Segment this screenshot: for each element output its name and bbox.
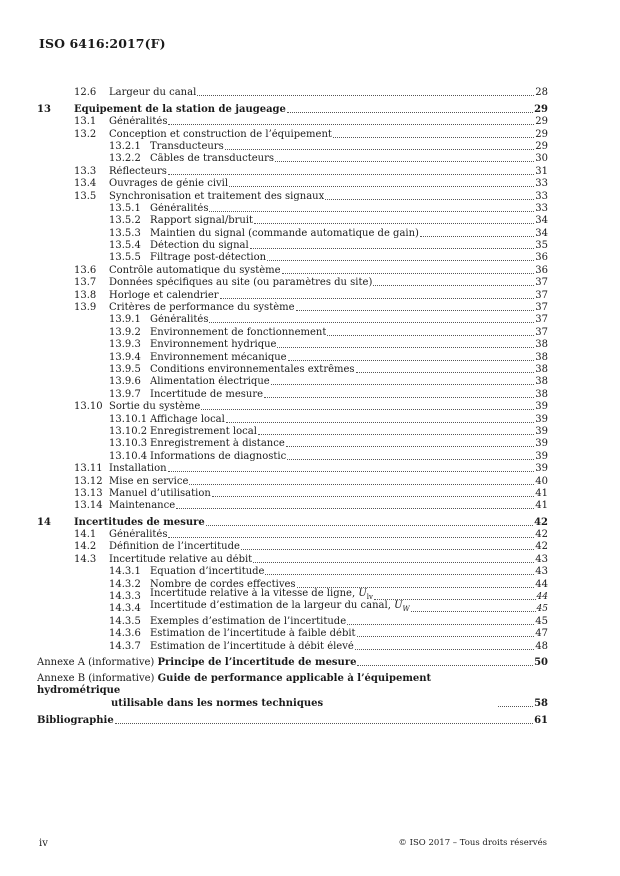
toc-entry-number: 14.3.3 [109,591,141,603]
toc-entry[interactable] [37,640,548,652]
toc-entry-page: 48 [535,640,548,652]
toc-entry-number: 14.3.7 [109,640,141,652]
toc-entry-page: 31 [535,165,548,177]
toc-entry-title [150,641,354,653]
toc-entry[interactable] [37,87,548,99]
toc-entry-page: 39 [535,438,548,450]
toc-entry-page: 39 [535,401,548,413]
toc-entry-number: 13.9.7 [109,388,141,400]
toc-entry-title-text: Affichage local [150,413,225,425]
toc-entry-page: 41 [535,487,548,499]
toc-entry-page: 37 [535,302,548,314]
toc-entry[interactable] [37,376,548,388]
toc-entry-number: 13.5.5 [109,252,141,264]
toc-entry[interactable] [37,190,548,202]
toc-entry-number: 13.4 [74,178,97,190]
toc-entry-title-text: Installation [109,463,167,475]
toc-entry-title [150,228,419,240]
toc-entry-title [150,141,224,153]
dot-leader [225,149,535,150]
toc-entry[interactable] [37,600,548,615]
toc-entry-number: 13.9.3 [109,339,141,351]
toc-entry-title-text: Environnement mécanique [150,351,287,363]
toc-entry-page: 33 [535,178,548,190]
toc-entry-title [150,376,270,388]
dot-leader [168,537,534,538]
toc-entry[interactable] [37,488,548,500]
toc-entry-page: 39 [535,463,548,475]
toc-entry-number: 14.3.5 [109,615,141,627]
toc-entry-number: 14.3.2 [109,578,141,590]
toc-entry-title-text: Contrôle automatique du système [109,264,281,276]
dot-leader [296,310,535,311]
toc-entry-title [109,116,167,128]
toc-entry-title-text: Rapport signal/bruit [150,215,254,227]
toc-entry-title-text: Bibliographie [37,714,114,726]
toc-entry-title-text: Critères de performance du système [109,302,295,314]
toc-entry-page: 37 [535,277,548,289]
dot-leader [168,124,534,125]
dot-leader [254,223,534,224]
toc-entry-title-text: Synchronisation et traitement des signaux [109,190,325,202]
toc-entry-page: 34 [535,227,548,239]
toc-entry-title-text: Câbles de transducteurs [150,153,275,165]
toc-entry-number: 13.9.2 [109,326,141,338]
toc-entry-title [150,566,264,578]
toc-entry[interactable] [37,566,548,578]
toc-entry-title [109,178,228,190]
toc-entry[interactable] [37,516,548,528]
toc-entry-title [74,517,205,529]
dot-leader [197,95,534,96]
dot-leader [206,525,533,526]
toc-entry-number: 14.2 [74,541,97,553]
toc-entry-page: 38 [535,351,548,363]
dot-leader [264,397,534,398]
dot-leader [411,611,536,612]
toc-entry-number: 13.5.1 [109,202,141,214]
toc-entry-number: 13.8 [74,289,97,301]
toc-entry-title-text: Réflecteurs [109,165,167,177]
math-subscript: W [402,605,410,614]
dot-leader [241,549,534,550]
toc-entry-number: 13.5.4 [109,240,141,252]
toc-entry-title [109,191,324,203]
toc-entry[interactable] [37,553,548,565]
toc-entry[interactable] [37,541,548,553]
toc-entry[interactable] [37,227,548,239]
toc-entry-page: 43 [535,553,548,565]
toc-entry[interactable] [37,628,548,640]
toc-entry-number: 13.9.1 [109,314,141,326]
toc-entry[interactable] [37,302,548,314]
toc-entry-title-continuation: utilisable dans les normes techniques [111,697,324,709]
toc-entry-page: 38 [535,376,548,388]
toc-entry-page: 43 [535,566,548,578]
toc-entry-page: 37 [535,314,548,326]
toc-entry-title [150,327,326,339]
toc-entry-number: 13.10 [74,401,103,413]
toc-entry-number: 13.7 [74,277,97,289]
dot-leader [277,347,534,348]
toc-entry-title-text: Incertitude relative à la vitesse de ligne, [150,588,359,600]
toc-annex-entry[interactable] [37,673,548,710]
toc-annex-entry[interactable] [37,714,548,726]
dot-leader [357,636,535,637]
toc-entry-title [150,426,257,438]
dot-leader [209,322,534,323]
toc-entry-title-text: Exemples d’estimation de l’incertitude [150,615,347,627]
dot-leader [327,335,534,336]
toc-entry-title [109,529,167,541]
toc-entry-page: 33 [535,202,548,214]
toc-entry-page: 38 [535,363,548,375]
toc-entry-page: 38 [535,388,548,400]
toc-entry-title [150,240,249,252]
toc-entry-title [150,153,274,165]
toc-entry-page: 36 [535,252,548,264]
toc-entry-title [150,364,355,376]
toc-entry-title-text: Informations de diagnostic [150,450,287,462]
toc-entry-title-text: Généralités [150,202,209,214]
toc-entry-number: 13.13 [74,487,103,499]
toc-entry-title [109,277,372,289]
toc-entry-title-text: Horloge et calendrier [109,289,219,301]
toc-entry-page: 61 [534,714,548,726]
toc-entry-number: 13.9 [74,302,97,314]
toc-entry[interactable] [37,326,548,338]
toc-entry-page: 29 [535,116,548,128]
toc-entry-title [109,476,188,488]
toc-entry-title [150,352,287,364]
toc-entry[interactable] [37,388,548,400]
toc-entry[interactable] [37,475,548,487]
toc-entry[interactable] [37,141,548,153]
dot-leader [226,422,534,423]
dot-leader [347,624,534,625]
toc-entry-title-text: Enregistrement local [150,425,257,437]
toc-entry-page: 39 [535,413,548,425]
toc-entry-title-text: Estimation de l’incertitude à débit élevé [150,640,354,652]
dot-leader [250,248,535,249]
toc-entry-page: 36 [535,264,548,276]
toc-entry-page: 58 [534,698,548,710]
toc-entry-number: 13.2 [74,128,97,140]
toc-entry-page: 42 [534,516,548,528]
annex-prefix: Annexe A (informative) [37,656,158,668]
toc-entry-title [109,488,211,500]
toc-entry[interactable] [37,153,548,165]
toc-entry-title-text: Détection du signal [150,240,249,252]
toc-entry-page: 42 [535,529,548,541]
toc-entry-title-text: Incertitude d’estimation de la largeur du canal, [150,600,395,612]
toc-entry-title [150,616,346,628]
toc-entry-number: 13.9.6 [109,376,141,388]
toc-entry-page: 42 [535,541,548,553]
toc-entry-number: 13.9.4 [109,351,141,363]
toc-entry-title-text: Données spécifiques au site (ou paramètres du site) [109,277,373,289]
toc-entry-number: 14.3 [74,553,97,565]
toc-entry-number: 14.3.1 [109,566,141,578]
dot-leader [201,409,534,410]
toc-entry-title-text: Enregistrement à distance [150,438,285,450]
toc-entry-page: 39 [535,425,548,437]
toc-entry-title [109,541,240,553]
dot-leader [282,273,535,274]
toc-entry[interactable] [37,314,548,326]
dot-leader [271,384,535,385]
dot-leader [212,496,534,497]
toc-entry-title-text: Conditions environnementales extrêmes [150,363,355,375]
toc-entry[interactable] [37,277,548,289]
toc-entry-number: 13.6 [74,264,97,276]
dot-leader [355,649,534,650]
toc-entry-page: 44 [535,578,548,590]
dot-leader [168,174,534,175]
toc-entry[interactable] [37,128,548,140]
toc-entry-number: 13.1 [74,116,97,128]
toc-entry-title-text: Estimation de l’incertitude à faible débit [150,628,356,640]
toc-entry-title [37,715,114,727]
dot-leader [258,434,534,435]
toc-entry-number: 13.10.2 [109,425,148,437]
dot-leader [275,161,534,162]
toc-entry-number: 13.10.4 [109,450,148,462]
dot-leader [115,723,533,724]
table-of-contents [37,87,548,727]
toc-entry-title [109,463,167,475]
toc-entry-title-text: Équipement de la station de jaugeage [74,103,286,115]
annex-prefix: Annexe B (informative) [37,672,158,684]
toc-entry[interactable] [37,178,548,190]
toc-entry-title-text: Définition de l’incertitude [109,541,240,553]
toc-entry-page: 41 [535,500,548,512]
document-header: ISO 6416:2017(F) [39,36,166,51]
toc-entry-title-text: Guide de performance applicable à l’équipement hydrométrique [37,672,432,697]
dot-leader [189,484,534,485]
dot-leader [267,260,534,261]
math-symbol: U [394,600,403,612]
toc-entry-number: 13.10.3 [109,438,148,450]
toc-entry-number: 13.5.3 [109,227,141,239]
toc-entry-number: 13.14 [74,500,103,512]
toc-entry-page: 45 [536,604,548,615]
toc-entry-title [150,215,253,227]
toc-entry-title [109,166,167,178]
dot-leader [209,211,534,212]
toc-entry-title [109,500,175,512]
toc-entry-title-text: Conception et construction de l’équipement [109,128,332,140]
toc-entry[interactable] [37,500,548,512]
toc-entry-title-text: Incertitude de mesure [150,388,264,400]
toc-entry-page: 44 [536,592,548,603]
toc-entry-title-text: Filtrage post-détection [150,252,267,264]
toc-entry-number: 13.3 [74,165,97,177]
toc-entry-title-text: Manuel d’utilisation [109,487,211,499]
toc-entry-number: 13.2.2 [109,153,141,165]
math-symbol: U [358,588,367,600]
toc-entry-title [150,339,276,351]
toc-entry-page: 29 [534,103,548,115]
toc-entry[interactable] [37,438,548,450]
toc-entry-number: 14.1 [74,529,97,541]
toc-entry[interactable] [37,463,548,475]
toc-entry-title [150,252,266,264]
toc-entry[interactable] [37,264,548,276]
copyright-notice: © ISO 2017 – Tous droits réservés [398,838,547,848]
dot-leader [325,199,534,200]
toc-entry-number: 14 [37,516,51,528]
toc-entry-page: 28 [535,87,548,99]
toc-entry-title-text: Généralités [150,314,209,326]
toc-entry-page: 38 [535,339,548,351]
toc-entry-title [150,414,225,426]
toc-entry-title [150,600,410,615]
toc-entry-title [109,87,196,99]
toc-entry-title [109,302,295,314]
toc-entry[interactable] [37,351,548,363]
toc-entry-title [150,438,285,450]
toc-entry-page: 37 [535,326,548,338]
toc-entry-title [150,389,263,401]
toc-entry-title [109,290,219,302]
toc-entry-title-text: Alimentation électrique [150,376,270,388]
toc-entry-title [74,104,286,116]
math-subscript: lv [366,593,373,602]
toc-entry-title-text: Ouvrages de génie civil [109,178,229,190]
toc-entry-number: 13.11 [74,463,103,475]
toc-entry-page: 34 [535,215,548,227]
dot-leader [356,372,535,373]
dot-leader [176,508,534,509]
dot-leader [287,112,533,113]
toc-entry-page: 29 [535,140,548,152]
toc-entry-page: 35 [535,240,548,252]
toc-entry-page: 37 [535,289,548,301]
toc-entry-title-text: Mise en service [109,475,189,487]
toc-entry-page: 40 [535,475,548,487]
toc-entry-title [150,314,208,326]
toc-entry-page: 45 [535,615,548,627]
toc-entry-title [109,265,281,277]
toc-entry-title [37,657,356,669]
toc-entry-page: 30 [535,153,548,165]
toc-entry[interactable] [37,450,548,462]
toc-entry[interactable] [37,426,548,438]
toc-entry-number: 13.12 [74,475,103,487]
toc-entry-title-text: Incertitude relative au débit [109,553,253,565]
toc-entry-title-text: Environnement de fonctionnement [150,326,327,338]
toc-entry-page: 29 [535,128,548,140]
dot-leader [288,360,535,361]
toc-entry-title-text: Maintien du signal (commande automatique de gain) [150,227,419,239]
dot-leader [373,285,534,286]
toc-entry-title [150,628,356,640]
toc-entry-title-text: Largeur du canal [109,87,197,99]
toc-entry-title [109,554,252,566]
toc-entry[interactable] [37,413,548,425]
dot-leader [357,665,533,666]
dot-leader [287,459,534,460]
toc-entry[interactable] [37,401,548,413]
toc-entry-number: 12.6 [74,87,97,99]
toc-annex-entry[interactable] [37,657,548,669]
toc-entry-title-text: Transducteurs [150,140,224,152]
dot-leader [420,236,534,237]
toc-entry-title [37,673,497,710]
toc-entry-title-text: Équation d’incertitude [150,566,265,578]
toc-entry[interactable] [37,529,548,541]
toc-entry-page: 33 [535,190,548,202]
toc-entry-title [150,203,208,215]
toc-entry[interactable] [37,165,548,177]
toc-entry[interactable] [37,203,548,215]
dot-leader [265,574,534,575]
toc-entry-number: 14.3.4 [109,603,141,615]
dot-leader [168,471,535,472]
toc-entry[interactable] [37,615,548,627]
toc-entry-title [109,401,200,413]
dot-leader [333,137,534,138]
toc-entry[interactable] [37,116,548,128]
toc-entry[interactable] [37,364,548,376]
toc-entry-title-text: Principe de l’incertitude de mesure [157,656,357,668]
toc-entry-title [150,451,286,463]
page-number: iv [39,838,48,849]
dot-leader [220,298,535,299]
dot-leader [286,446,535,447]
toc-entry-number: 13 [37,103,51,115]
toc-entry-title-text: Incertitudes de mesure [74,516,205,528]
toc-entry-title-text: Généralités [109,116,168,128]
toc-entry-title-text: Sortie du système [109,401,201,413]
dot-leader [498,706,533,707]
toc-entry[interactable] [37,240,548,252]
toc-entry-number: 13.5 [74,190,97,202]
toc-entry-title [109,129,332,141]
toc-entry-page: 50 [534,656,548,668]
toc-entry-number: 13.2.1 [109,140,141,152]
toc-entry-number: 13.10.1 [109,413,148,425]
toc-entry-page: 47 [535,628,548,640]
toc-entry[interactable] [37,252,548,264]
toc-entry-number: 14.3.6 [109,628,141,640]
toc-entry[interactable] [37,215,548,227]
toc-entry-title-text: Maintenance [109,500,176,512]
toc-entry-title-text: Généralités [109,529,168,541]
toc-entry[interactable] [37,339,548,351]
toc-entry-title-text: Environnement hydrique [150,339,277,351]
toc-entry-number: 13.9.5 [109,363,141,375]
toc-entry-title-text: Nombre de cordes effectives [150,578,296,590]
dot-leader [253,562,534,563]
toc-entry-page: 39 [535,450,548,462]
dot-leader [229,186,534,187]
toc-entry[interactable] [37,289,548,301]
toc-entry[interactable] [37,103,548,115]
toc-entry-number: 13.5.2 [109,215,141,227]
